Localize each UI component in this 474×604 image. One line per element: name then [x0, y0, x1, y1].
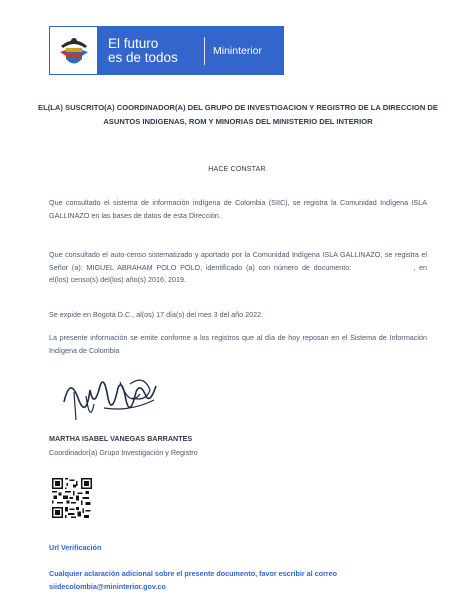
paragraph-disclaimer: La presente información se emite conforme a los registros que al día de hoy reposan en el Sistema de Información Indígena de Colombia: [49, 333, 427, 355]
census-text-after: , en el(los) censo(s) del(los) año(s) 2016, 2019.: [49, 262, 427, 284]
document-subtitle: HACE CONSTAR: [208, 166, 266, 173]
header-banner: [49, 26, 284, 75]
banner-divider: [204, 37, 205, 65]
slogan-line-1: El futuro: [108, 35, 159, 51]
contact-note: Cualquier aclaración adicional sobre el presente documento, favor escribir al correo: [49, 569, 337, 578]
colombia-crest-icon: [49, 26, 98, 75]
ministry-name: Mininterior: [213, 44, 263, 57]
contact-email-link[interactable]: siidecolombia@mininterior.gov.co: [49, 582, 166, 591]
slogan: [108, 37, 200, 65]
paragraph-census: [49, 249, 427, 287]
qr-code-icon[interactable]: [52, 478, 92, 518]
verification-url-link[interactable]: Url Verificación: [49, 543, 102, 552]
paragraph-issue-date: Se expide en Bogotá D.C., al(os) 17 día(s) del mes 3 del año 2022.: [49, 310, 264, 319]
document-title: EL(LA) SUSCRITO(A) COORDINADOR(A) DEL GRUPO DE INVESTIGACION Y REGISTRO DE LA DIRECCION DE ASUNTOS INDIGENAS, ROM Y MINORIAS DEL MINISTERIO DEL INTERIOR: [38, 103, 438, 126]
census-text-before: Que consultado el auto-censo sistematizado y aportado por la Comunidad Indígena ISLA GALLINAZO, se registra el Señor (a): MIGUEL ABRAHAM POLO POLO, identificado (a) con número de documento:: [49, 250, 427, 272]
paragraph-community: Que consultado el sistema de información indígena de Colombia (SIIC), se registra la Comunidad Indígena ISLA GALLINAZO en las bases de datos de esta Dirección.: [49, 198, 427, 220]
slogan-line-2: es de todos: [108, 49, 178, 65]
handwritten-signature-icon: [60, 368, 160, 428]
signer-role: Coordinador(a) Grupo Investigación y Registro: [49, 448, 198, 457]
signer-name: MARTHA ISABEL VANEGAS BARRANTES: [49, 434, 193, 443]
